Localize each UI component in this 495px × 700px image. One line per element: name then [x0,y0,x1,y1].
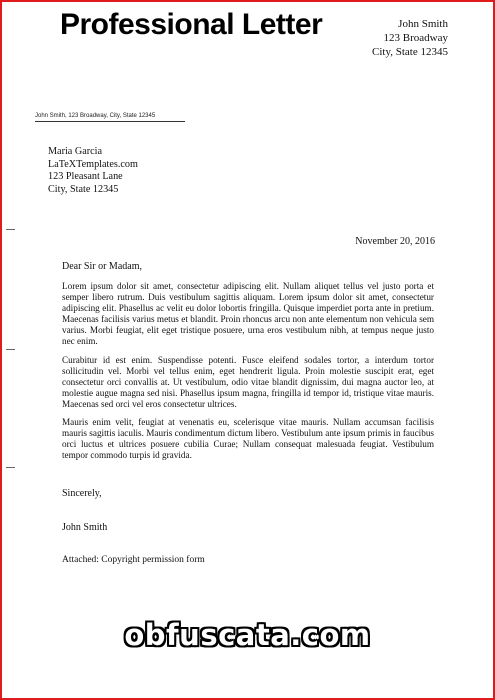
recipient-company: LaTeXTemplates.com [48,158,138,170]
recipient-address-block [48,146,138,196]
fold-mark [6,229,15,230]
body-paragraph: Lorem ipsum dolor sit amet, consectetur adipiscing elit. Nullam aliquet tellus vel justo porta et semper libero rutrum. Duis vestibulum sagittis aliquam. Lorem ipsum dolor sit amet, consectetur adipiscing elit. Phasellus ac velit eu dolor lobortis fringilla. Quisque imperdiet porta ante in pretium. Maecenas facilisis varius metus et blandit. Proin rhoncus arcu non ante elementum non vehicula sem varius. Morbi feugiat, elit eget tristique posuere, urna eros vestibulum nibh, at tempus neque justo nec enim. [62,281,434,347]
page-heading: Professional Letter [60,8,323,41]
watermark-text: obfuscata.com [124,618,371,652]
sender-city: City, State 12345 [372,46,448,58]
fold-mark [6,467,15,468]
recipient-name: Maria Garcia [48,146,103,157]
enclosure-note: Attached: Copyright permission form [62,555,205,565]
signer-name: John Smith [62,522,108,533]
body-paragraph: Mauris enim velit, feugiat at venenatis eu, scelerisque vitae mauris. Nullam accumsan facilisis mauris sagittis iaculis. Mauris condimentum dictum libero. Vestibulum ante ipsum primis in faucibus orci luctus et ultrices posuere cubilia Curae; Nullam consequat malesuada feugiat. Vestibulum tempor commodo turpis id gravida. [62,417,434,461]
sender-address-block [372,17,448,59]
body-paragraph: Curabitur id est enim. Suspendisse potenti. Fusce eleifend sodales tortor, a interdum tortor sollicitudin vel. Morbi vel tellus enim, eget hendrerit ligula. Proin molestie suscipit erat, eget consectetur orci convallis at. Ut vestibulum, odio vitae blandit dignissim, dui magna auctor leo, at molestie augue magna sed nisi. Phasellus ipsum magna, fringilla id tempor id, tristique vitae mauris. Maecenas sed orci vel eros consectetur ultrices. [62,354,434,409]
sender-street: 123 Broadway [383,32,448,44]
recipient-city: City, State 12345 [48,183,119,195]
salutation: Dear Sir or Madam, [62,261,142,272]
punch-mark [6,349,15,350]
recipient-street: 123 Pleasant Lane [48,171,123,183]
return-address-line: John Smith, 123 Broadway, City, State 12345 [35,113,185,122]
letter-body [62,281,434,468]
closing: Sincerely, [62,488,102,499]
letter-date: November 20, 2016 [355,236,435,247]
sender-name: John Smith [398,18,448,30]
